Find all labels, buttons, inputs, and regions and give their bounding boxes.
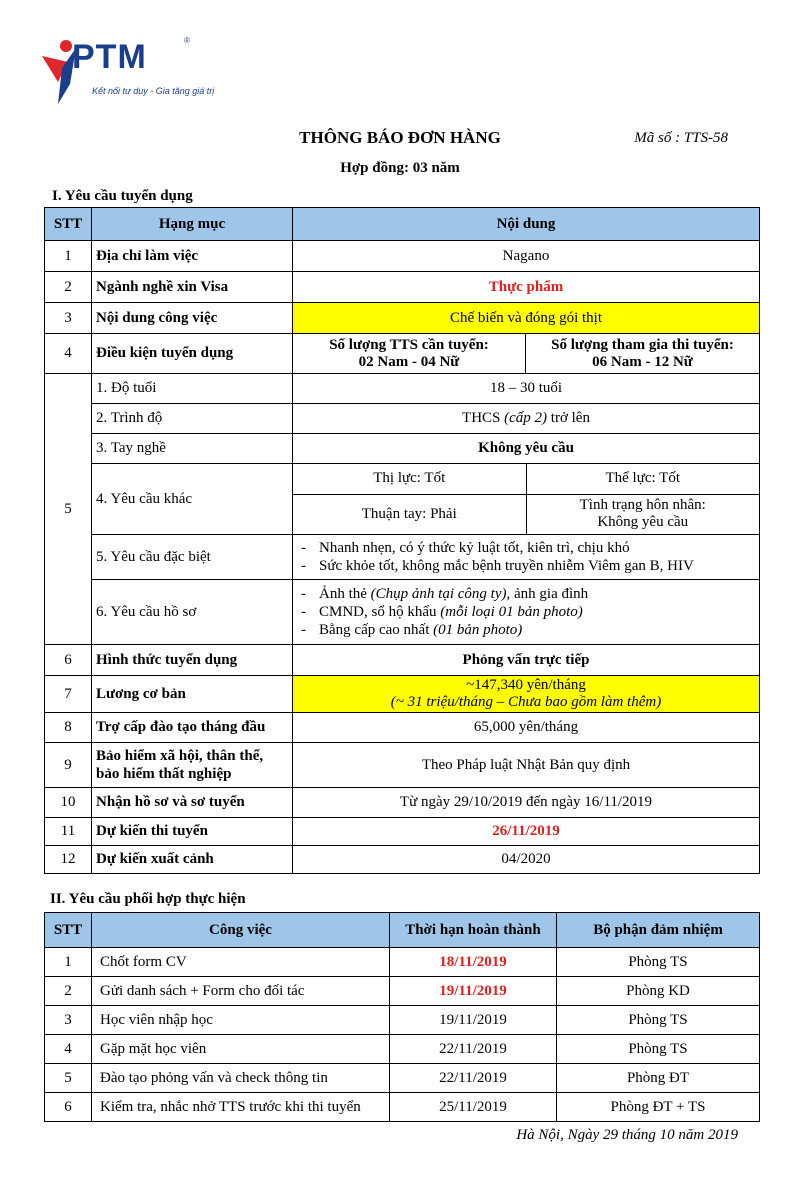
row-task: Chốt form CV — [92, 948, 390, 977]
table-row — [45, 404, 760, 434]
marital-value: Không yêu cầu — [597, 514, 689, 531]
row-dept: Phòng ĐT — [557, 1064, 760, 1093]
quota-needed — [293, 334, 526, 374]
doc-note: (01 bản photo) — [433, 622, 523, 638]
col-header-stt: STT — [45, 913, 92, 948]
document-code: Mã số : TTS-58 — [634, 130, 728, 146]
visa-field: Thực phẩm — [293, 272, 760, 303]
doc-text: Bằng cấp cao nhất — [319, 622, 434, 638]
insurance-value: Theo Pháp luật Nhật Bản quy định — [293, 743, 760, 788]
table-row — [45, 818, 760, 846]
recruitment-table — [44, 207, 760, 874]
col-header-deadline: Thời hạn hoàn thành — [390, 913, 557, 948]
recruit-method: Phỏng vấn trực tiếp — [293, 645, 760, 676]
salary-note: (~ 31 triệu/tháng – Chưa bao gồm làm thêm) — [390, 694, 662, 710]
insurance-label-line2: bảo hiểm thất nghiệp — [96, 766, 232, 782]
marital-label: Tình trạng hôn nhân: — [579, 497, 706, 514]
doc-note: (mỗi loại 01 bản photo) — [440, 604, 583, 620]
req-docs-label: 6. Yêu cầu hồ sơ — [92, 580, 293, 645]
row-dept: Phòng ĐT + TS — [557, 1093, 760, 1122]
departure-date: 04/2020 — [293, 846, 760, 874]
row-item: Trợ cấp đào tạo tháng đầu — [92, 713, 293, 743]
row-task: Gửi danh sách + Form cho đối tác — [92, 977, 390, 1006]
row-task: Học viên nhập học — [92, 1006, 390, 1035]
row-dept: Phòng TS — [557, 948, 760, 977]
row-deadline: 19/11/2019 — [390, 1006, 557, 1035]
row-task: Kiểm tra, nhắc nhở TTS trước khi thi tuyển — [92, 1093, 390, 1122]
req-other-label: 4. Yêu cầu khác — [92, 464, 293, 535]
table-row — [45, 241, 760, 272]
edu-note: (cấp 2) — [504, 410, 548, 426]
quota-exam-value: 06 Nam - 12 Nữ — [592, 353, 693, 370]
row-stt: 6 — [45, 1093, 92, 1122]
row-stt: 7 — [45, 676, 92, 713]
section1-heading: I. Yêu cầu tuyển dụng — [52, 188, 193, 204]
req-age-value: 18 – 30 tuổi — [293, 374, 760, 404]
table-row — [45, 948, 760, 977]
row-item: Nội dung công việc — [92, 303, 293, 334]
col-header-task: Công việc — [92, 913, 390, 948]
list-item — [297, 621, 755, 639]
req-skill-label: 3. Tay nghề — [92, 434, 293, 464]
row-stt: 1 — [45, 241, 92, 272]
col-header-dept: Bộ phận đảm nhiệm — [557, 913, 760, 948]
req-special-label: 5. Yêu cầu đặc biệt — [92, 535, 293, 580]
edu-text-end: trở lên — [547, 410, 590, 426]
table-row — [45, 464, 760, 535]
table-row — [45, 334, 760, 374]
logo-tagline: Kết nối tư duy - Gia tăng giá trị — [92, 86, 215, 96]
table-row — [45, 676, 760, 713]
training-allowance: 65,000 yên/tháng — [293, 713, 760, 743]
table-row — [45, 788, 760, 818]
contract-term: Hợp đồng: 03 năm — [340, 160, 460, 176]
list-item — [297, 585, 755, 603]
quota-needed-value: 02 Nam - 04 Nữ — [358, 353, 460, 370]
row-stt: 5 — [45, 374, 92, 645]
row-item — [92, 743, 293, 788]
table-row — [45, 1006, 760, 1035]
table-row — [45, 434, 760, 464]
row-item: Điều kiện tuyển dụng — [92, 334, 293, 374]
logo-brand: PTM — [72, 38, 147, 76]
edu-text: THCS — [462, 410, 505, 426]
list-item — [297, 603, 755, 621]
doc-text-end: , ảnh gia đình — [506, 586, 589, 602]
table-row — [45, 303, 760, 334]
req-special-value — [293, 535, 760, 580]
row-item: Địa chỉ làm việc — [92, 241, 293, 272]
eyesight: Thị lực: Tốt — [373, 470, 446, 487]
table-row — [45, 374, 760, 404]
row-deadline: 18/11/2019 — [390, 948, 557, 977]
base-salary — [293, 676, 760, 713]
row-stt: 11 — [45, 818, 92, 846]
row-task: Gặp mặt học viên — [92, 1035, 390, 1064]
row-stt: 9 — [45, 743, 92, 788]
physical: Thể lực: Tốt — [526, 464, 759, 494]
doc-text: CMND, sổ hộ khẩu — [319, 604, 441, 620]
document-title: THÔNG BÁO ĐƠN HÀNG — [299, 128, 501, 147]
row-deadline: 22/11/2019 — [390, 1064, 557, 1093]
coordination-table — [44, 912, 760, 1122]
req-age-label: 1. Độ tuổi — [92, 374, 293, 404]
row-item: Dự kiến xuất cảnh — [92, 846, 293, 874]
work-location: Nagano — [293, 241, 760, 272]
table-row — [45, 1093, 760, 1122]
row-stt: 8 — [45, 713, 92, 743]
exam-date: 26/11/2019 — [293, 818, 760, 846]
quota-needed-label: Số lượng TTS cần tuyển: — [329, 336, 489, 353]
salary-value: ~147,340 yên/tháng — [466, 677, 586, 693]
req-other-grid — [293, 464, 760, 535]
quota-exam-label: Số lượng tham gia thi tuyển: — [551, 336, 734, 353]
row-item: Hình thức tuyển dụng — [92, 645, 293, 676]
list-item: - Sức khỏe tốt, không mắc bệnh truyền nhiễm Viêm gan B, HIV — [297, 557, 755, 575]
row-stt: 3 — [45, 1006, 92, 1035]
table-row — [45, 1035, 760, 1064]
doc-text: Ảnh thẻ — [319, 586, 371, 602]
handedness: Thuận tay: Phải — [293, 494, 526, 534]
row-stt: 6 — [45, 645, 92, 676]
req-education-value — [293, 404, 760, 434]
req-skill-value: Không yêu cầu — [293, 434, 760, 464]
row-stt: 2 — [45, 272, 92, 303]
row-stt: 4 — [45, 334, 92, 374]
row-stt: 2 — [45, 977, 92, 1006]
row-stt: 10 — [45, 788, 92, 818]
row-item: Nhận hồ sơ và sơ tuyển — [92, 788, 293, 818]
row-deadline: 19/11/2019 — [390, 977, 557, 1006]
row-stt: 12 — [45, 846, 92, 874]
table-row — [45, 645, 760, 676]
signing-date: Hà Nội, Ngày 29 tháng 10 năm 2019 — [516, 1127, 738, 1143]
table-row — [45, 580, 760, 645]
table-row — [45, 846, 760, 874]
table-row — [45, 743, 760, 788]
row-stt: 3 — [45, 303, 92, 334]
insurance-label-line1: Bảo hiểm xã hội, thân thể, — [96, 748, 264, 764]
table-header-row — [45, 208, 760, 241]
table-row — [45, 535, 760, 580]
row-dept: Phòng KD — [557, 977, 760, 1006]
req-education-label: 2. Trình độ — [92, 404, 293, 434]
col-header-content: Nội dung — [293, 208, 760, 241]
marital-status — [526, 494, 759, 534]
section2-heading: II. Yêu cầu phối hợp thực hiện — [50, 891, 246, 907]
row-deadline: 22/11/2019 — [390, 1035, 557, 1064]
col-header-stt: STT — [45, 208, 92, 241]
row-deadline: 25/11/2019 — [390, 1093, 557, 1122]
row-stt: 4 — [45, 1035, 92, 1064]
row-item: Ngành nghề xin Visa — [92, 272, 293, 303]
job-description: Chế biến và đóng gói thịt — [293, 303, 760, 334]
req-docs-value — [293, 580, 760, 645]
application-period: Từ ngày 29/10/2019 đến ngày 16/11/2019 — [293, 788, 760, 818]
doc-note: (Chụp ảnh tại công ty) — [370, 586, 507, 602]
col-header-item: Hạng mục — [92, 208, 293, 241]
table-row — [45, 1064, 760, 1093]
table-row — [45, 272, 760, 303]
row-item: Dự kiến thi tuyển — [92, 818, 293, 846]
row-stt: 1 — [45, 948, 92, 977]
logo-registered: ® — [184, 36, 190, 45]
row-dept: Phòng TS — [557, 1006, 760, 1035]
row-stt: 5 — [45, 1064, 92, 1093]
row-task: Đào tạo phỏng vấn và check thông tin — [92, 1064, 390, 1093]
table-header-row — [45, 913, 760, 948]
quota-exam — [526, 334, 760, 374]
row-dept: Phòng TS — [557, 1035, 760, 1064]
row-item: Lương cơ bản — [92, 676, 293, 713]
table-row — [45, 977, 760, 1006]
table-row — [45, 713, 760, 743]
list-item: - Nhanh nhẹn, có ý thức kỷ luật tốt, kiên trì, chịu khó — [297, 539, 755, 557]
